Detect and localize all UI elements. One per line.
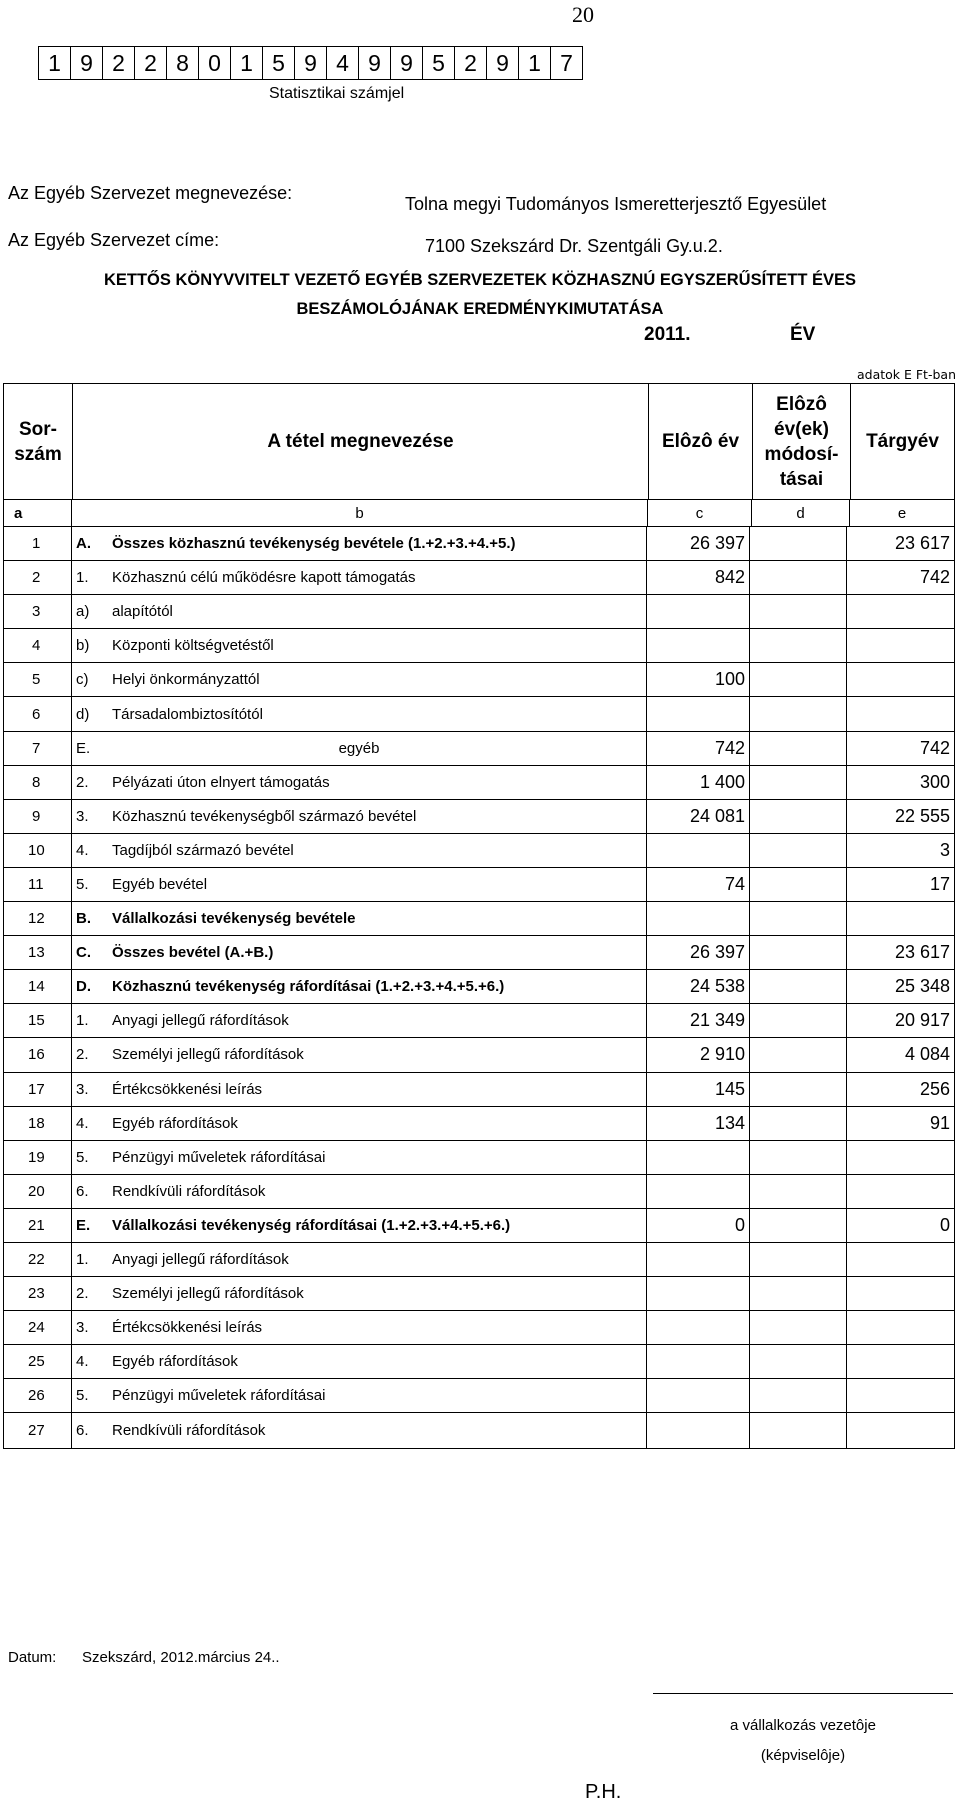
row-previous-year-value bbox=[647, 1345, 750, 1378]
row-previous-year-value: 0 bbox=[647, 1209, 750, 1242]
row-modification-value bbox=[750, 1073, 847, 1106]
row-previous-year-value: 24 538 bbox=[647, 970, 750, 1003]
stat-digit: 5 bbox=[423, 47, 455, 79]
row-label: Pélyázati úton elnyert támogatás bbox=[112, 773, 330, 791]
table-row bbox=[4, 868, 954, 902]
row-modification-value bbox=[750, 1379, 847, 1412]
row-number: 18 bbox=[4, 1107, 72, 1140]
row-previous-year-value bbox=[647, 1413, 750, 1447]
row-code: 4. bbox=[76, 1353, 89, 1371]
stat-digit: 2 bbox=[455, 47, 487, 79]
report-year bbox=[644, 324, 691, 346]
row-item bbox=[72, 1209, 647, 1242]
row-number: 27 bbox=[4, 1413, 72, 1447]
header-item-name: A tétel megnevezése bbox=[73, 384, 649, 499]
table-row bbox=[4, 970, 954, 1004]
row-item bbox=[72, 527, 647, 560]
row-number: 9 bbox=[4, 800, 72, 833]
table-row bbox=[4, 766, 954, 800]
org-address-label: Az Egyéb Szervezet címe: bbox=[8, 230, 220, 250]
row-number: 11 bbox=[4, 868, 72, 901]
row-previous-year-value: 742 bbox=[647, 732, 750, 765]
column-letter-d: d bbox=[752, 500, 850, 526]
row-label: Értékcsökkenési leírás bbox=[112, 1319, 263, 1337]
table-row bbox=[4, 1175, 954, 1209]
column-letter-c: c bbox=[648, 500, 752, 526]
row-code: a) bbox=[76, 603, 90, 621]
row-modification-value bbox=[750, 834, 847, 867]
row-modification-value bbox=[750, 561, 847, 594]
unit-note: adatok E Ft-ban bbox=[856, 367, 956, 382]
table-row bbox=[4, 1107, 954, 1141]
row-current-year-value bbox=[847, 595, 954, 628]
row-previous-year-value: 2 910 bbox=[647, 1038, 750, 1071]
table-row bbox=[4, 1277, 954, 1311]
row-number: 7 bbox=[4, 732, 72, 765]
table-row bbox=[4, 1141, 954, 1175]
row-number: 12 bbox=[4, 902, 72, 935]
row-number: 26 bbox=[4, 1379, 72, 1412]
report-year-value: 2011. bbox=[644, 324, 691, 345]
row-current-year-value: 23 617 bbox=[894, 942, 950, 963]
row-item bbox=[72, 1379, 647, 1412]
date-value: Szekszárd, 2012.március 24.. bbox=[82, 1649, 280, 1666]
row-current-year-value: 256 bbox=[919, 1078, 950, 1099]
row-label: Vállalkozási tevékenység ráfordításai (1.+2.+3.+4.+5.+6.) bbox=[112, 1216, 511, 1234]
row-current-year-value bbox=[847, 1413, 954, 1447]
row-previous-year-value bbox=[647, 697, 750, 730]
row-label: Összes bevétel (A.+B.) bbox=[112, 944, 274, 962]
row-label: Egyéb bevétel bbox=[112, 875, 208, 893]
row-previous-year-value bbox=[647, 1141, 750, 1174]
signer-subtitle: (képviselôje) bbox=[760, 1747, 846, 1764]
report-year-suffix: ÉV bbox=[790, 324, 816, 345]
date-label: Datum: bbox=[8, 1649, 57, 1666]
row-modification-value bbox=[750, 1141, 847, 1174]
row-code: E. bbox=[76, 739, 91, 757]
row-item bbox=[72, 868, 647, 901]
row-current-year-value: 25 348 bbox=[894, 976, 950, 997]
table-row bbox=[4, 800, 954, 834]
report-title-line2: BESZÁMOLÓJÁNAK EREDMÉNYKIMUTATÁSA bbox=[296, 300, 664, 318]
row-label: alapítótól bbox=[112, 603, 173, 621]
row-item bbox=[72, 595, 647, 628]
row-code: 5. bbox=[76, 1387, 89, 1405]
stat-digit: 9 bbox=[295, 47, 327, 79]
row-label: Személyi jellegű ráfordítások bbox=[112, 1046, 304, 1064]
row-number: 2 bbox=[4, 561, 72, 594]
row-item bbox=[72, 766, 647, 799]
row-current-year-value: 22 555 bbox=[894, 805, 950, 826]
row-modification-value bbox=[750, 766, 847, 799]
column-letter-row bbox=[4, 500, 954, 527]
row-item bbox=[72, 1243, 647, 1276]
row-modification-value bbox=[750, 732, 847, 765]
row-code: 6. bbox=[76, 1421, 89, 1439]
row-number: 10 bbox=[4, 834, 72, 867]
row-code: d) bbox=[76, 705, 90, 723]
row-number: 24 bbox=[4, 1311, 72, 1344]
stat-digit: 8 bbox=[167, 47, 199, 79]
row-code: 2. bbox=[76, 1046, 89, 1064]
row-item bbox=[72, 1038, 647, 1071]
stat-digit: 1 bbox=[39, 47, 71, 79]
row-modification-value bbox=[750, 800, 847, 833]
row-number: 17 bbox=[4, 1073, 72, 1106]
table-row bbox=[4, 834, 954, 868]
row-label: Pénzügyi műveletek ráfordításai bbox=[112, 1387, 326, 1405]
row-current-year-value: 742 bbox=[919, 737, 950, 758]
stat-digit: 2 bbox=[103, 47, 135, 79]
row-item bbox=[72, 1073, 647, 1106]
row-modification-value bbox=[750, 697, 847, 730]
header-current-year: Tárgyév bbox=[866, 431, 939, 452]
row-code: 3. bbox=[76, 1080, 89, 1098]
page-number-top: 20 bbox=[572, 2, 594, 27]
row-current-year-value: 4 084 bbox=[904, 1044, 950, 1065]
row-item bbox=[72, 1107, 647, 1140]
stat-digit: 2 bbox=[135, 47, 167, 79]
header-previous-year: Elôzô év bbox=[649, 384, 753, 499]
row-current-year-value bbox=[847, 1175, 954, 1208]
table-row bbox=[4, 1243, 954, 1277]
row-item bbox=[72, 800, 647, 833]
table-row bbox=[4, 1379, 954, 1413]
table-row bbox=[4, 697, 954, 731]
row-current-year-value: 20 917 bbox=[894, 1010, 950, 1031]
row-item bbox=[72, 902, 647, 935]
row-number: 20 bbox=[4, 1175, 72, 1208]
row-item bbox=[72, 561, 647, 594]
row-label: Anyagi jellegű ráfordítások bbox=[112, 1012, 289, 1030]
row-current-year-value bbox=[847, 629, 954, 662]
row-modification-value bbox=[750, 1175, 847, 1208]
row-current-year-value bbox=[847, 1311, 954, 1344]
row-label: Helyi önkormányzattól bbox=[112, 671, 260, 689]
row-modification-value bbox=[750, 1107, 847, 1140]
row-previous-year-value bbox=[647, 1311, 750, 1344]
row-modification-value bbox=[750, 1277, 847, 1310]
statistical-number-grid bbox=[38, 46, 583, 80]
row-previous-year-value: 74 bbox=[647, 868, 750, 901]
row-number: 3 bbox=[4, 595, 72, 628]
table-row bbox=[4, 663, 954, 697]
row-previous-year-value: 100 bbox=[647, 663, 750, 696]
row-previous-year-value bbox=[647, 902, 750, 935]
row-modification-value bbox=[750, 1413, 847, 1447]
table-header bbox=[4, 384, 954, 500]
table-row bbox=[4, 1311, 954, 1345]
row-code: 1. bbox=[76, 1251, 89, 1269]
row-modification-value bbox=[750, 902, 847, 935]
row-item bbox=[72, 834, 647, 867]
row-item bbox=[72, 1311, 647, 1344]
row-number: 5 bbox=[4, 663, 72, 696]
row-item bbox=[72, 1175, 647, 1208]
row-code: c) bbox=[76, 671, 89, 689]
row-previous-year-value bbox=[647, 1243, 750, 1276]
column-letter-b: b bbox=[72, 500, 648, 526]
table-row bbox=[4, 1004, 954, 1038]
table-body bbox=[4, 527, 954, 1448]
row-number: 16 bbox=[4, 1038, 72, 1071]
row-label: Egyéb ráfordítások bbox=[112, 1353, 238, 1371]
stat-digit: 9 bbox=[487, 47, 519, 79]
row-current-year-value bbox=[847, 1345, 954, 1378]
row-current-year-value bbox=[847, 1243, 954, 1276]
table-row bbox=[4, 629, 954, 663]
row-item bbox=[72, 1141, 647, 1174]
row-code: 6. bbox=[76, 1182, 89, 1200]
row-number: 4 bbox=[4, 629, 72, 662]
stat-digit: 1 bbox=[231, 47, 263, 79]
row-number: 22 bbox=[4, 1243, 72, 1276]
table-row bbox=[4, 1413, 954, 1447]
row-code: 5. bbox=[76, 875, 89, 893]
row-modification-value bbox=[750, 663, 847, 696]
row-number: 13 bbox=[4, 936, 72, 969]
org-name-label: Az Egyéb Szervezet megnevezése: bbox=[8, 183, 293, 203]
row-label: Személyi jellegű ráfordítások bbox=[112, 1285, 304, 1303]
row-code: E. bbox=[76, 1216, 91, 1234]
header-row-number: Sor- szám bbox=[4, 384, 73, 499]
row-current-year-value: 23 617 bbox=[894, 533, 950, 554]
row-label: Pénzügyi műveletek ráfordításai bbox=[112, 1148, 326, 1166]
row-previous-year-value: 21 349 bbox=[647, 1004, 750, 1037]
row-code: B. bbox=[76, 910, 91, 928]
income-statement-table bbox=[3, 383, 955, 1449]
row-label: Vállalkozási tevékenység bevétele bbox=[112, 910, 356, 928]
column-letter-e: e bbox=[897, 504, 907, 522]
row-item bbox=[72, 1413, 647, 1447]
table-row bbox=[4, 561, 954, 595]
row-current-year-value: 300 bbox=[919, 771, 950, 792]
row-current-year-value bbox=[847, 663, 954, 696]
row-previous-year-value: 145 bbox=[647, 1073, 750, 1106]
stat-digit: 9 bbox=[71, 47, 103, 79]
table-row bbox=[4, 936, 954, 970]
row-number: 21 bbox=[4, 1209, 72, 1242]
row-previous-year-value: 134 bbox=[647, 1107, 750, 1140]
row-code: C. bbox=[76, 944, 91, 962]
stat-digit: 4 bbox=[327, 47, 359, 79]
row-number: 14 bbox=[4, 970, 72, 1003]
row-label: Összes közhasznú tevékenység bevétele (1.+2.+3.+4.+5.) bbox=[112, 535, 516, 553]
stat-digit: 1 bbox=[519, 47, 551, 79]
row-number: 19 bbox=[4, 1141, 72, 1174]
stat-digit: 9 bbox=[359, 47, 391, 79]
row-item bbox=[72, 1277, 647, 1310]
report-title-line1: KETTŐS KÖNYVVITELT VEZETŐ EGYÉB SZERVEZETEK KÖZHASZNÚ EGYSZERŰSÍTETT ÉVES bbox=[103, 271, 857, 289]
table-row bbox=[4, 595, 954, 629]
row-item bbox=[72, 697, 647, 730]
stat-digit: 7 bbox=[560, 50, 573, 76]
row-number: 15 bbox=[4, 1004, 72, 1037]
row-code: 4. bbox=[76, 841, 89, 859]
row-item bbox=[72, 970, 647, 1003]
signer-title: a vállalkozás vezetôje bbox=[730, 1717, 876, 1734]
row-label: Társadalombiztosítótól bbox=[112, 705, 263, 723]
report-title bbox=[0, 266, 960, 324]
signature-line bbox=[653, 1693, 953, 1694]
table-row bbox=[4, 1345, 954, 1379]
row-label: Egyéb ráfordítások bbox=[112, 1114, 238, 1132]
row-previous-year-value bbox=[647, 629, 750, 662]
table-row bbox=[4, 1073, 954, 1107]
row-label: Rendkívüli ráfordítások bbox=[112, 1182, 266, 1200]
row-current-year-value: 17 bbox=[929, 873, 950, 894]
row-item bbox=[72, 732, 647, 765]
row-number: 1 bbox=[4, 527, 72, 560]
row-modification-value bbox=[750, 1038, 847, 1071]
column-letter-a: a bbox=[4, 500, 72, 526]
row-code: A. bbox=[76, 535, 91, 553]
row-label: Anyagi jellegű ráfordítások bbox=[112, 1251, 289, 1269]
row-previous-year-value: 1 400 bbox=[647, 766, 750, 799]
row-item bbox=[72, 663, 647, 696]
row-current-year-value bbox=[847, 697, 954, 730]
row-previous-year-value: 26 397 bbox=[647, 527, 750, 560]
row-code: 4. bbox=[76, 1114, 89, 1132]
row-label: Közhasznú tevékenységből származó bevétel bbox=[112, 807, 417, 825]
row-previous-year-value bbox=[647, 1379, 750, 1412]
stat-digit: 9 bbox=[391, 47, 423, 79]
table-row bbox=[4, 902, 954, 936]
row-label: Rendkívüli ráfordítások bbox=[112, 1421, 266, 1439]
table-row bbox=[4, 732, 954, 766]
stat-digit: 0 bbox=[199, 47, 231, 79]
row-modification-value bbox=[750, 936, 847, 969]
row-code: 3. bbox=[76, 807, 89, 825]
row-label: Közhasznú célú működésre kapott támogatás bbox=[112, 569, 416, 587]
row-code: 5. bbox=[76, 1148, 89, 1166]
row-code: 2. bbox=[76, 773, 89, 791]
row-current-year-value bbox=[847, 1141, 954, 1174]
row-number: 6 bbox=[4, 697, 72, 730]
row-current-year-value bbox=[847, 902, 954, 935]
row-modification-value bbox=[750, 1345, 847, 1378]
stamp-placeholder: P.H. bbox=[585, 1781, 622, 1803]
row-modification-value bbox=[750, 1209, 847, 1242]
row-label: egyéb bbox=[338, 739, 380, 757]
row-code: 1. bbox=[76, 1012, 89, 1030]
row-current-year-value: 0 bbox=[939, 1214, 950, 1235]
row-item bbox=[72, 1345, 647, 1378]
row-previous-year-value: 26 397 bbox=[647, 936, 750, 969]
row-number: 25 bbox=[4, 1345, 72, 1378]
row-modification-value bbox=[750, 595, 847, 628]
row-label: Tagdíjból származó bevétel bbox=[112, 841, 294, 859]
row-label: Központi költségvetéstől bbox=[112, 637, 274, 655]
org-name-value: Tolna megyi Tudományos Ismeretterjesztő Egyesület bbox=[405, 194, 827, 214]
row-previous-year-value bbox=[647, 834, 750, 867]
statistical-number-label: Statisztikai számjel bbox=[269, 85, 405, 102]
row-code: b) bbox=[76, 637, 90, 655]
row-current-year-value bbox=[847, 1379, 954, 1412]
row-previous-year-value: 842 bbox=[647, 561, 750, 594]
row-previous-year-value: 24 081 bbox=[647, 800, 750, 833]
row-label: Közhasznú tevékenység ráfordításai (1.+2.+3.+4.+5.+6.) bbox=[112, 978, 505, 996]
row-previous-year-value bbox=[647, 1175, 750, 1208]
table-row bbox=[4, 527, 954, 561]
row-code: 1. bbox=[76, 569, 89, 587]
row-current-year-value: 3 bbox=[939, 839, 950, 860]
row-item bbox=[72, 936, 647, 969]
org-address-value: 7100 Szekszárd Dr. Szentgáli Gy.u.2. bbox=[425, 236, 723, 256]
row-previous-year-value bbox=[647, 595, 750, 628]
table-row bbox=[4, 1038, 954, 1072]
row-code: 2. bbox=[76, 1285, 89, 1303]
row-item bbox=[72, 629, 647, 662]
row-current-year-value: 91 bbox=[929, 1112, 950, 1133]
row-label: Értékcsökkenési leírás bbox=[112, 1080, 263, 1098]
header-previous-year-modifications: Elôzô év(ek) módosí- tásai bbox=[753, 384, 851, 499]
table-row bbox=[4, 1209, 954, 1243]
row-modification-value bbox=[750, 1004, 847, 1037]
row-modification-value bbox=[750, 970, 847, 1003]
row-modification-value bbox=[750, 629, 847, 662]
stat-digit: 5 bbox=[263, 47, 295, 79]
row-current-year-value bbox=[847, 1277, 954, 1310]
row-modification-value bbox=[750, 1243, 847, 1276]
row-item bbox=[72, 1004, 647, 1037]
row-modification-value bbox=[750, 1311, 847, 1344]
row-code: D. bbox=[76, 978, 91, 996]
row-modification-value bbox=[750, 868, 847, 901]
row-number: 23 bbox=[4, 1277, 72, 1310]
row-current-year-value: 742 bbox=[919, 567, 950, 588]
row-number: 8 bbox=[4, 766, 72, 799]
row-code: 3. bbox=[76, 1319, 89, 1337]
row-modification-value bbox=[750, 527, 847, 560]
row-previous-year-value bbox=[647, 1277, 750, 1310]
